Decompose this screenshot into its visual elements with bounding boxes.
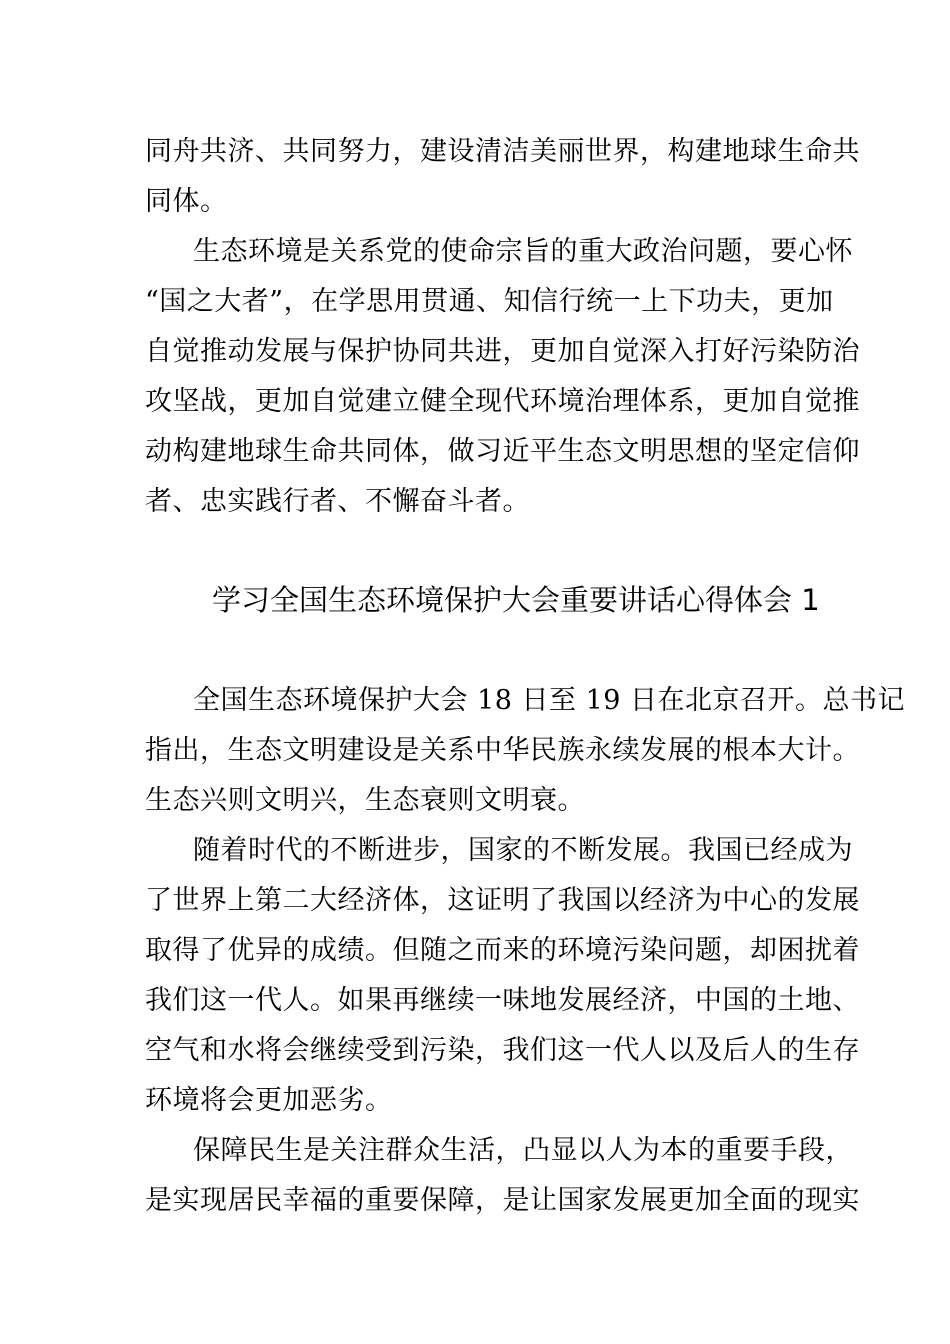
paragraph-line: 生态兴则文明兴，生态衰则文明衰。 [145,785,585,816]
paragraph-line: 取得了优异的成绩。但随之而来的环境污染问题，却困扰着 [145,935,860,966]
paragraph-line: 了世界上第二大经济体，这证明了我国以经济为中心的发展 [145,885,860,916]
paragraph-line: 攻坚战，更加自觉建立健全现代环境治理体系，更加自觉推 [145,386,860,417]
paragraph-line: 环境将会更加恶劣。 [145,1085,393,1116]
paragraph-line: 是实现居民幸福的重要保障，是让国家发展更加全面的现实 [145,1185,860,1216]
paragraph-line: 生态环境是关系党的使命宗旨的重大政治问题，要心怀 [193,236,853,267]
paragraph-line: 空气和水将会继续受到污染，我们这一代人以及后人的生存 [145,1035,860,1066]
paragraph-line: “国之大者”，在学思用贯通、知信行统一上下功夫，更加 [145,286,834,317]
paragraph-line: 同舟共济、共同努力，建设清洁美丽世界，构建地球生命共 [145,136,860,167]
paragraph-line: 同体。 [145,186,228,217]
paragraph-line: 随着时代的不断进步，国家的不断发展。我国已经成为 [193,835,853,866]
paragraph-line: 我们这一代人。如果再继续一味地发展经济，中国的土地、 [145,985,860,1016]
paragraph-line: 全国生态环境保护大会 18 日至 19 日在北京召开。总书记 [193,685,906,716]
paragraph-line: 动构建地球生命共同体，做习近平生态文明思想的坚定信仰 [145,436,860,467]
paragraph-line: 指出，生态文明建设是关系中华民族永续发展的根本大计。 [145,735,860,766]
paragraph-line: 自觉推动发展与保护协同共进，更加自觉深入打好污染防治 [145,336,860,367]
paragraph-line: 保障民生是关注群众生活，凸显以人为本的重要手段， [193,1135,853,1166]
paragraph-line: 者、忠实践行者、不懈奋斗者。 [145,486,530,517]
section-heading: 学习全国生态环境保护大会重要讲话心得体会 1 [212,583,820,617]
